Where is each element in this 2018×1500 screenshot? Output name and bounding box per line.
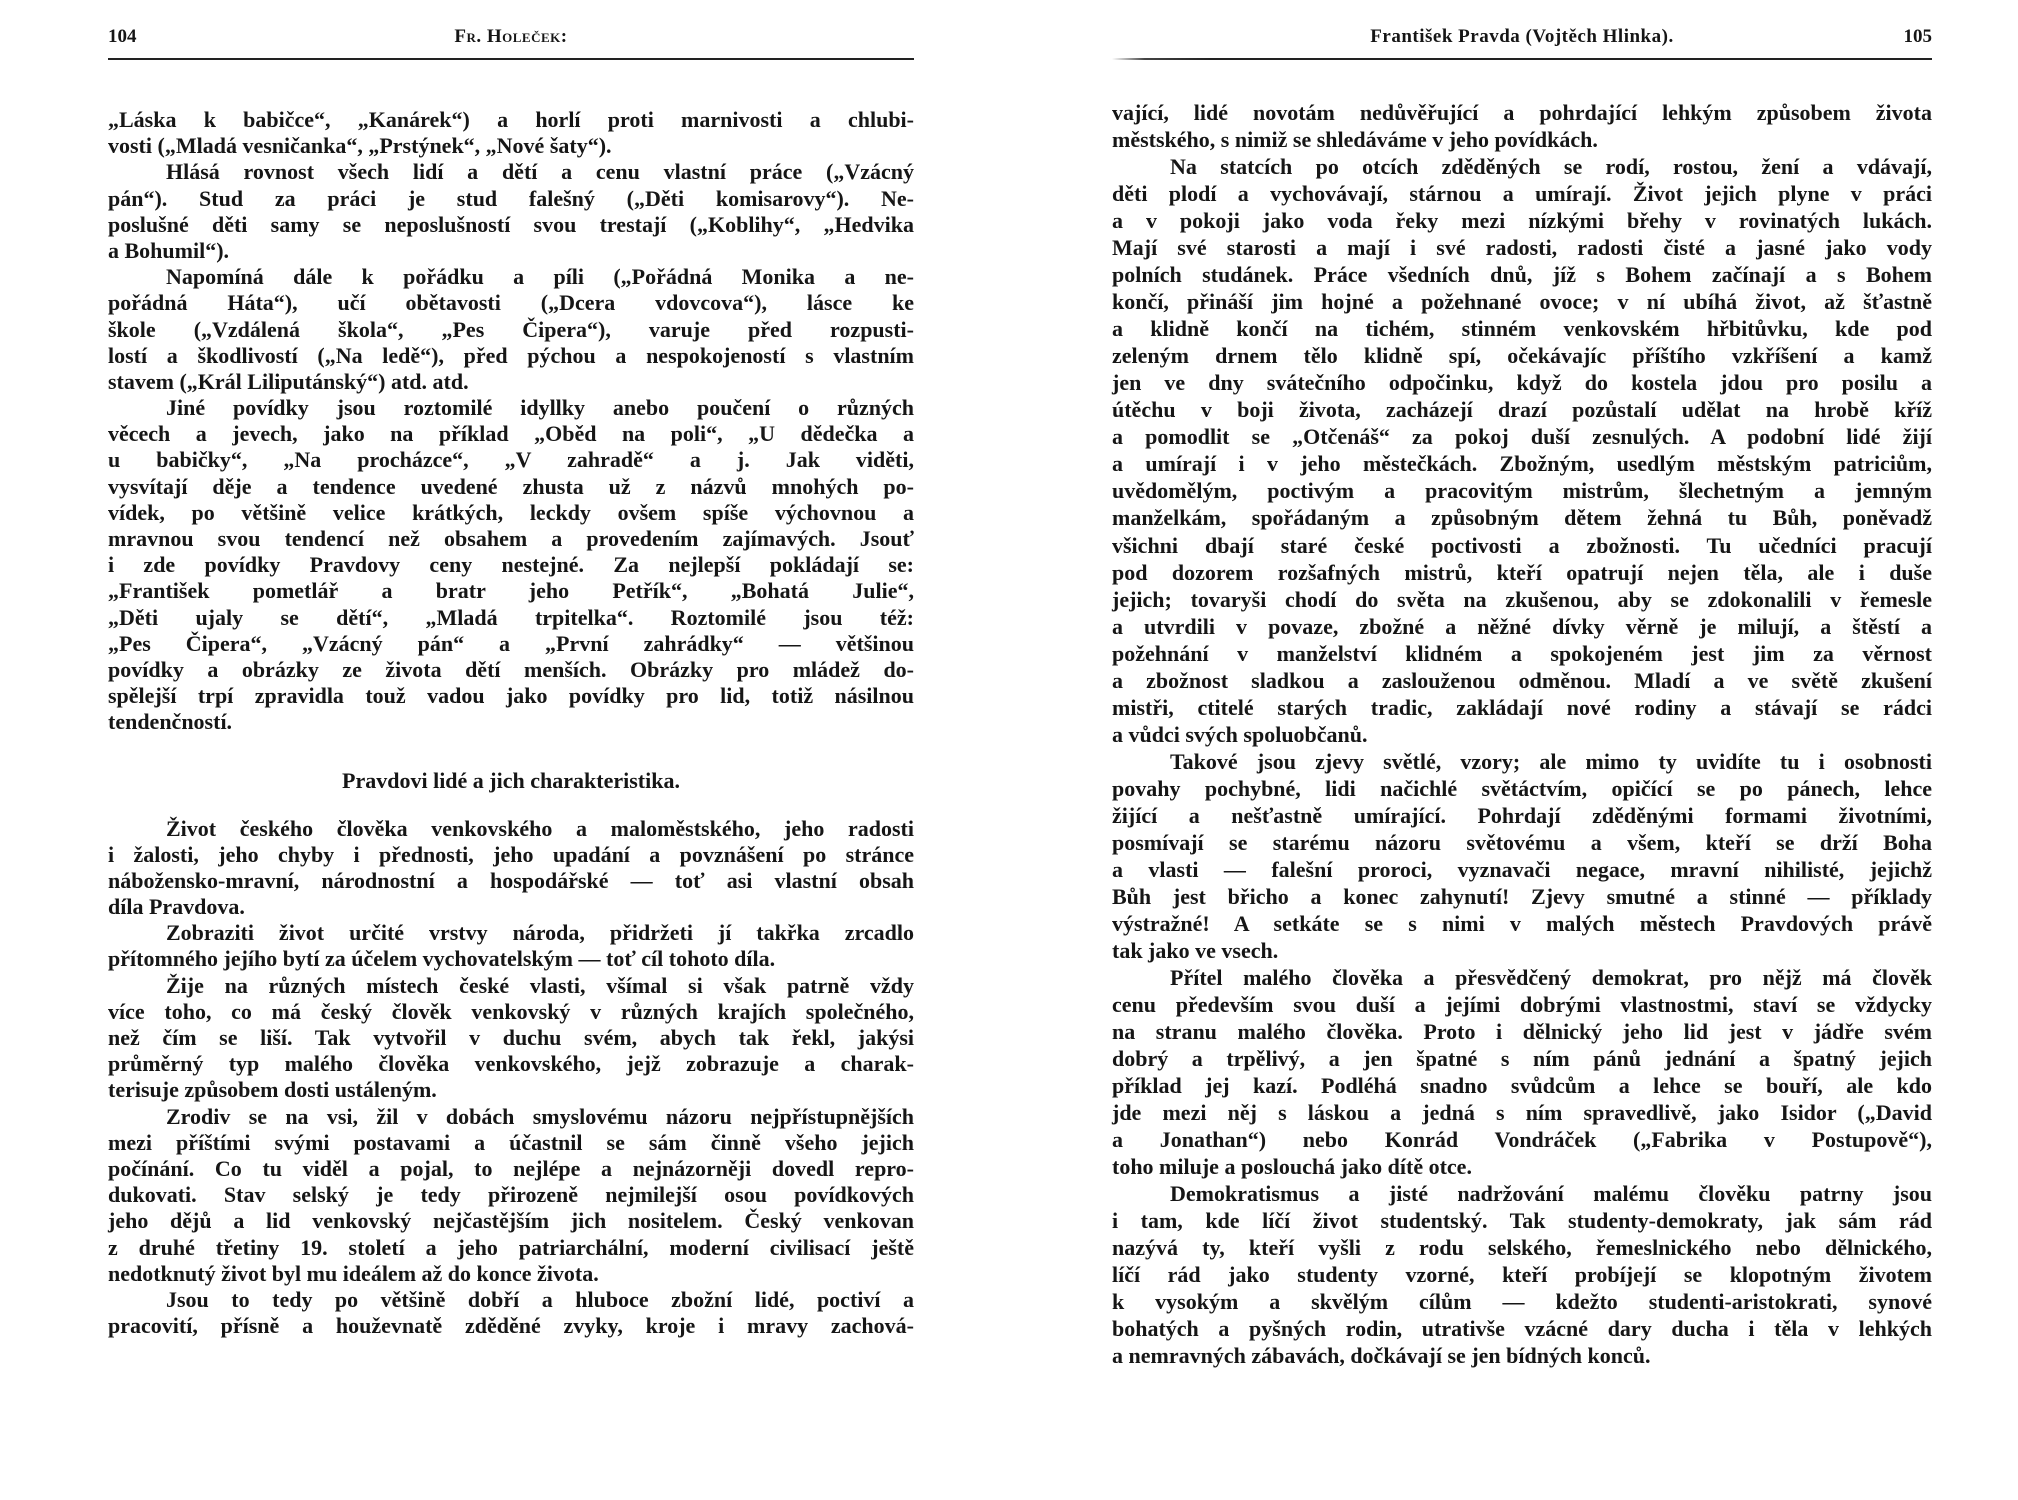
text-line: bohatých a pyšných rodin, utrativše vzácné dary ducha i těla v lehkých bbox=[1112, 1316, 1932, 1342]
text-line: jeho dějů a lid venkovský nejčastějším jich nositelem. Český venkovan bbox=[108, 1208, 914, 1234]
text-line: útěchu v boji života, zacházejí drazí pozůstalí udělat na hrobě kříž bbox=[1112, 397, 1932, 423]
text-line: Hlásá rovnost všech lidí a dětí a cenu vlastní práce („Vzácný bbox=[166, 159, 914, 185]
text-line: a vlasti — falešní proroci, vyznavači negace, mravní nihilisté, jejichž bbox=[1112, 856, 1932, 882]
text-line: tak jako ve vsech. bbox=[1112, 937, 1279, 963]
text-line: terisuje způsobem dosti ustáleným. bbox=[108, 1077, 437, 1103]
text-line: vídek, po většině velice krátkých, leckdy ovšem spíše výchovnou a bbox=[108, 499, 914, 525]
section-heading: Pravdovi lidé a jich charakteristika. bbox=[342, 767, 680, 793]
page-number: 104 bbox=[108, 26, 137, 47]
text-line: „Pes Čipera“, „Vzácný pán“ a „První zahrádky“ — většinou bbox=[108, 630, 914, 656]
text-line: zeleným drnem tělo klidně spí, očekávajíc příštího vzkříšení a kamž bbox=[1112, 343, 1932, 369]
text-line: Takové jsou zjevy světlé, vzory; ale mimo ty uvidíte tu i osobnosti bbox=[1170, 748, 1932, 774]
text-line: toho miluje a poslouchá jako dítě otce. bbox=[1112, 1154, 1472, 1180]
text-line: žijící a nešťastně umírající. Pohrdají zděděnými formami životními, bbox=[1112, 802, 1932, 828]
page-body bbox=[1112, 99, 1932, 1369]
text-line: i tam, kde líčí život studentský. Tak studenty-demokraty, jak sám rád bbox=[1112, 1208, 1932, 1234]
text-line: na stranu malého člověka. Proto i dělnický jeho lid jest v jádře svém bbox=[1112, 1019, 1932, 1045]
paragraph bbox=[1112, 964, 1932, 1180]
text-line: lostí a škodlivostí („Na ledě“), před pýchou a nespokojeností s vlastním bbox=[108, 342, 914, 368]
text-line: Demokratismus a jisté nadržování malému člověku patrny jsou bbox=[1170, 1181, 1932, 1207]
text-line: nazývá ty, kteří vyšli z rodu selského, řemeslnického nebo dělnického, bbox=[1112, 1235, 1932, 1261]
text-line: škole („Vzdálená škola“, „Pes Čipera“), varuje před rozpusti- bbox=[108, 316, 914, 342]
running-header bbox=[1112, 26, 1932, 56]
text-line: Na statcích po otcích zděděných se rodí, rostou, žení a vdávají, bbox=[1170, 154, 1932, 180]
text-line: mistři, ctitelé starých tradic, zakládají nové rodiny a stávají se rádci bbox=[1112, 694, 1932, 720]
text-line: a utvrdili v povaze, zbožné a něžné dívky věrně je milují, a štěstí a bbox=[1112, 613, 1932, 639]
text-line: z druhé třetiny 19. století a jeho patriarchální, moderní civilisací ještě bbox=[108, 1234, 914, 1260]
page-number: 105 bbox=[1903, 26, 1932, 47]
text-line: a zbožnost sladkou a zaslouženou odměnou. Mladí a ve světě zkušení bbox=[1112, 667, 1932, 693]
text-line: stavem („Král Liliputánský“) atd. atd. bbox=[108, 368, 469, 394]
text-line: i zde povídky Pravdovy ceny nestejné. Za nejlepší pokládají se: bbox=[108, 552, 914, 578]
text-line: přítomného jejího bytí za účelem vychovatelským — toť cíl tohoto díla. bbox=[108, 946, 776, 972]
text-line: spělejší trpí zpravidla touž vadou jako povídky pro lid, totiž násilnou bbox=[108, 683, 914, 709]
text-line: dukovati. Stav selský je tedy přirozeně nejmilejší osou povídkových bbox=[108, 1182, 914, 1208]
text-line: děti plodí a vychovávají, stárnou a umírají. Život jejich plyne v práci bbox=[1112, 181, 1932, 207]
running-head-title: Fr. Holeček: bbox=[454, 26, 568, 47]
running-head-title: František Pravda (Vojtěch Hlinka). bbox=[1370, 26, 1674, 47]
text-line: než čím se liší. Tak vytvořil v duchu svém, abych tak řekl, jakýsi bbox=[108, 1025, 914, 1050]
text-line: nedotknutý život byl mu ideálem až do konce života. bbox=[108, 1260, 599, 1286]
text-line: polních studánek. Práce všedních dnů, jíž s Bohem začínají a s Bohem bbox=[1112, 262, 1932, 288]
text-line: líčí rád jako studenty vzorné, kteří probíjejí se klopotným životem bbox=[1112, 1262, 1932, 1288]
paragraph bbox=[1112, 153, 1932, 748]
text-line: věcech a jevech, jako na příklad „Oběd na poli“, „U dědečka a bbox=[108, 421, 914, 447]
text-line: městského, s nimiž se shledáváme v jeho povídkách. bbox=[1112, 127, 1598, 153]
paragraph bbox=[108, 816, 914, 921]
text-line: jen ve dny svátečního odpočinku, když do kostela jdou pro posilu a bbox=[1112, 370, 1932, 396]
text-line: průměrný typ malého člověka venkovského, jejž zobrazuje a charak- bbox=[108, 1051, 914, 1077]
text-line: jde mezi něj s láskou a jedná s ním spravedlivě, jako Isidor („David bbox=[1112, 1100, 1932, 1126]
paragraph bbox=[108, 920, 914, 972]
text-line: cenu především svou duší a jejími dobrými vlastnostmi, staví se vždycky bbox=[1112, 992, 1932, 1018]
paragraph bbox=[1112, 1180, 1932, 1369]
text-line: Mají své starosti a mají i své radosti, radosti čisté a jasné jako vody bbox=[1112, 235, 1932, 261]
text-line: pracovití, přísně a houževnatě zděděné zvyky, kroje i mravy zachová- bbox=[108, 1313, 914, 1339]
text-line: Jiné povídky jsou roztomilé idyllky anebo poučení o různých bbox=[166, 395, 914, 421]
paragraph bbox=[108, 159, 914, 264]
text-line: více toho, co má český člověk venkovský v různých krajích společného, bbox=[108, 998, 914, 1024]
text-line: požehnání v manželství klidném a spokojeném jest jim za věrnost bbox=[1112, 640, 1932, 666]
text-line: výstražné! A setkáte se s nimi v malých městech Pravdových právě bbox=[1112, 910, 1932, 936]
paragraph bbox=[108, 264, 914, 395]
text-line: vosti („Mladá vesničanka“, „Prstýnek“, „Nové šaty“). bbox=[108, 133, 612, 159]
text-line: pán“). Stud za práci je stud falešný („Děti komisarovy“). Ne- bbox=[108, 185, 914, 211]
text-line: a pomodlit se „Otčenáš“ za pokoj duší zesnulých. A podobní lidé žijí bbox=[1112, 424, 1932, 450]
text-line: Život českého člověka venkovského a maloměstského, jeho radosti bbox=[166, 815, 914, 841]
text-line: všichni dbají staré české poctivosti a zbožnosti. Tu učedníci pracují bbox=[1112, 532, 1932, 558]
text-line: poslušné děti samy se neposlušností svou trestají („Koblihy“, „Hedvika bbox=[108, 211, 914, 237]
text-line: manželkám, spořádaným a způsobným dětem žehná tu Bůh, poněvadž bbox=[1112, 505, 1932, 531]
text-line: Přítel malého člověka a přesvědčený demokrat, pro nějž má člověk bbox=[1170, 965, 1932, 990]
paragraph bbox=[108, 1104, 914, 1287]
text-line: vysvítají děje a tendence uvedené zhusta už z názvů mnohých po- bbox=[108, 473, 914, 499]
text-line: počínání. Co tu viděl a pojal, to nejlépe a nejnázorněji dovedl repro- bbox=[108, 1155, 914, 1181]
text-line: Zobraziti život určité vrstvy národa, přidržeti jí takřka zrcadlo bbox=[166, 920, 914, 946]
text-line: posmívají se starému názoru světovému a všem, kteří se drží Boha bbox=[1112, 829, 1932, 855]
text-line: Žije na různých místech české vlasti, všímal si však patrně vždy bbox=[166, 972, 914, 998]
text-line: Jsou to tedy po většině dobří a hluboce zbožní lidé, poctiví a bbox=[166, 1286, 914, 1312]
text-line: mezi příštími svými postavami a účastnil se sám činně všeho jejich bbox=[108, 1129, 914, 1155]
paragraph bbox=[108, 973, 914, 1104]
text-line: Bůh jest břicho a konec zahynutí! Zjevy smutné a stinné — příklady bbox=[1112, 883, 1932, 909]
text-line: pořádná Háta“), učí obětavosti („Dcera vdovcova“), lásce ke bbox=[108, 290, 914, 316]
page-body bbox=[108, 107, 914, 1339]
text-line: povídky a obrázky ze života dětí menších. Obrázky pro mládež do- bbox=[108, 656, 914, 682]
text-line: jejich; tovaryši chodí do světa na zkušenou, aby se zdokonalili v řemesle bbox=[1112, 586, 1932, 612]
text-line: povahy pochybné, lidi načichlé světáctvím, opičící se po pánech, lehce bbox=[1112, 775, 1932, 801]
text-line: Napomíná dále k pořádku a píli („Pořádná Monika a ne- bbox=[166, 264, 914, 290]
text-line: příklad jej kazí. Podléhá snadno svůdcům a lehce se bouří, ale kdo bbox=[1112, 1073, 1932, 1099]
header-rule bbox=[108, 58, 914, 60]
continued-paragraph bbox=[108, 107, 914, 159]
text-line: Zrodiv se na vsi, žil v dobách smyslovému názoru nejpřístupnějších bbox=[166, 1103, 914, 1129]
text-line: „Děti ujaly se dětí“, „Mladá trpitelka“. Roztomilé jsou též: bbox=[108, 604, 914, 630]
running-header bbox=[108, 26, 914, 56]
paragraph bbox=[108, 395, 914, 735]
text-line: „František pometlář a bratr jeho Petřík“, „Bohatá Julie“, bbox=[108, 578, 914, 604]
text-line: i žalosti, jeho chyby i přednosti, jeho upadání a povznášení po stránce bbox=[108, 841, 914, 867]
text-line: pod dozorem rozšafných mistrů, kteří opatrují nejen těla, ale i duše bbox=[1112, 559, 1932, 585]
text-line: mravnou svou tendencí než obsahem a provedením zajímavých. Jsouť bbox=[108, 526, 914, 551]
text-line: k vysokým a skvělým cílům — kdežto studenti-aristokrati, synové bbox=[1112, 1289, 1932, 1315]
continued-paragraph bbox=[1112, 99, 1932, 153]
text-line: a nemravných zábavách, dočkávají se jen bídných konců. bbox=[1112, 1343, 1651, 1369]
text-line: „Láska k babičce“, „Kanárek“) a horlí proti marnivosti a chlubi- bbox=[108, 107, 914, 132]
text-line: u babičky“, „Na procházce“, „V zahradě“ a j. Jak viděti, bbox=[108, 447, 914, 473]
paragraph bbox=[108, 1287, 914, 1339]
text-line: a v pokoji jako voda řeky mezi nízkými břehy v rovinatých lukách. bbox=[1112, 208, 1932, 234]
text-line: a umírají i v jeho městečkách. Zbožným, usedlým městským patriciům, bbox=[1112, 451, 1932, 477]
text-line: a Jonathan“) nebo Konrád Vondráček („Fabrika v Postupově“), bbox=[1112, 1127, 1932, 1153]
header-rule bbox=[1112, 58, 1932, 60]
text-line: tendenčností. bbox=[108, 709, 233, 735]
text-line: končí, přináší jim hojné a požehnané ovoce; v ní ubíhá život, až šťastně bbox=[1112, 289, 1932, 315]
text-line: uvědomělým, poctivým a pracovitým mistrům, šlechetným a jemným bbox=[1112, 478, 1932, 504]
paragraph bbox=[1112, 748, 1932, 964]
text-line: a Bohumil“). bbox=[108, 237, 230, 263]
text-line: dobrý a trpělivý, a jen špatné s ním pánů jednání a špatný jejich bbox=[1112, 1046, 1932, 1072]
text-line: díla Pravdova. bbox=[108, 894, 245, 920]
text-line: a klidně končí na tichém, stinném venkovském hřbitůvku, kde pod bbox=[1112, 316, 1932, 342]
text-line: a vůdci svých spoluobčanů. bbox=[1112, 721, 1368, 747]
text-line: vající, lidé novotám nedůvěřující a pohrdající lehkým způsobem života bbox=[1112, 100, 1932, 125]
text-line: nábožensko-mravní, národnostní a hospodářské — toť asi vlastní obsah bbox=[108, 867, 914, 893]
